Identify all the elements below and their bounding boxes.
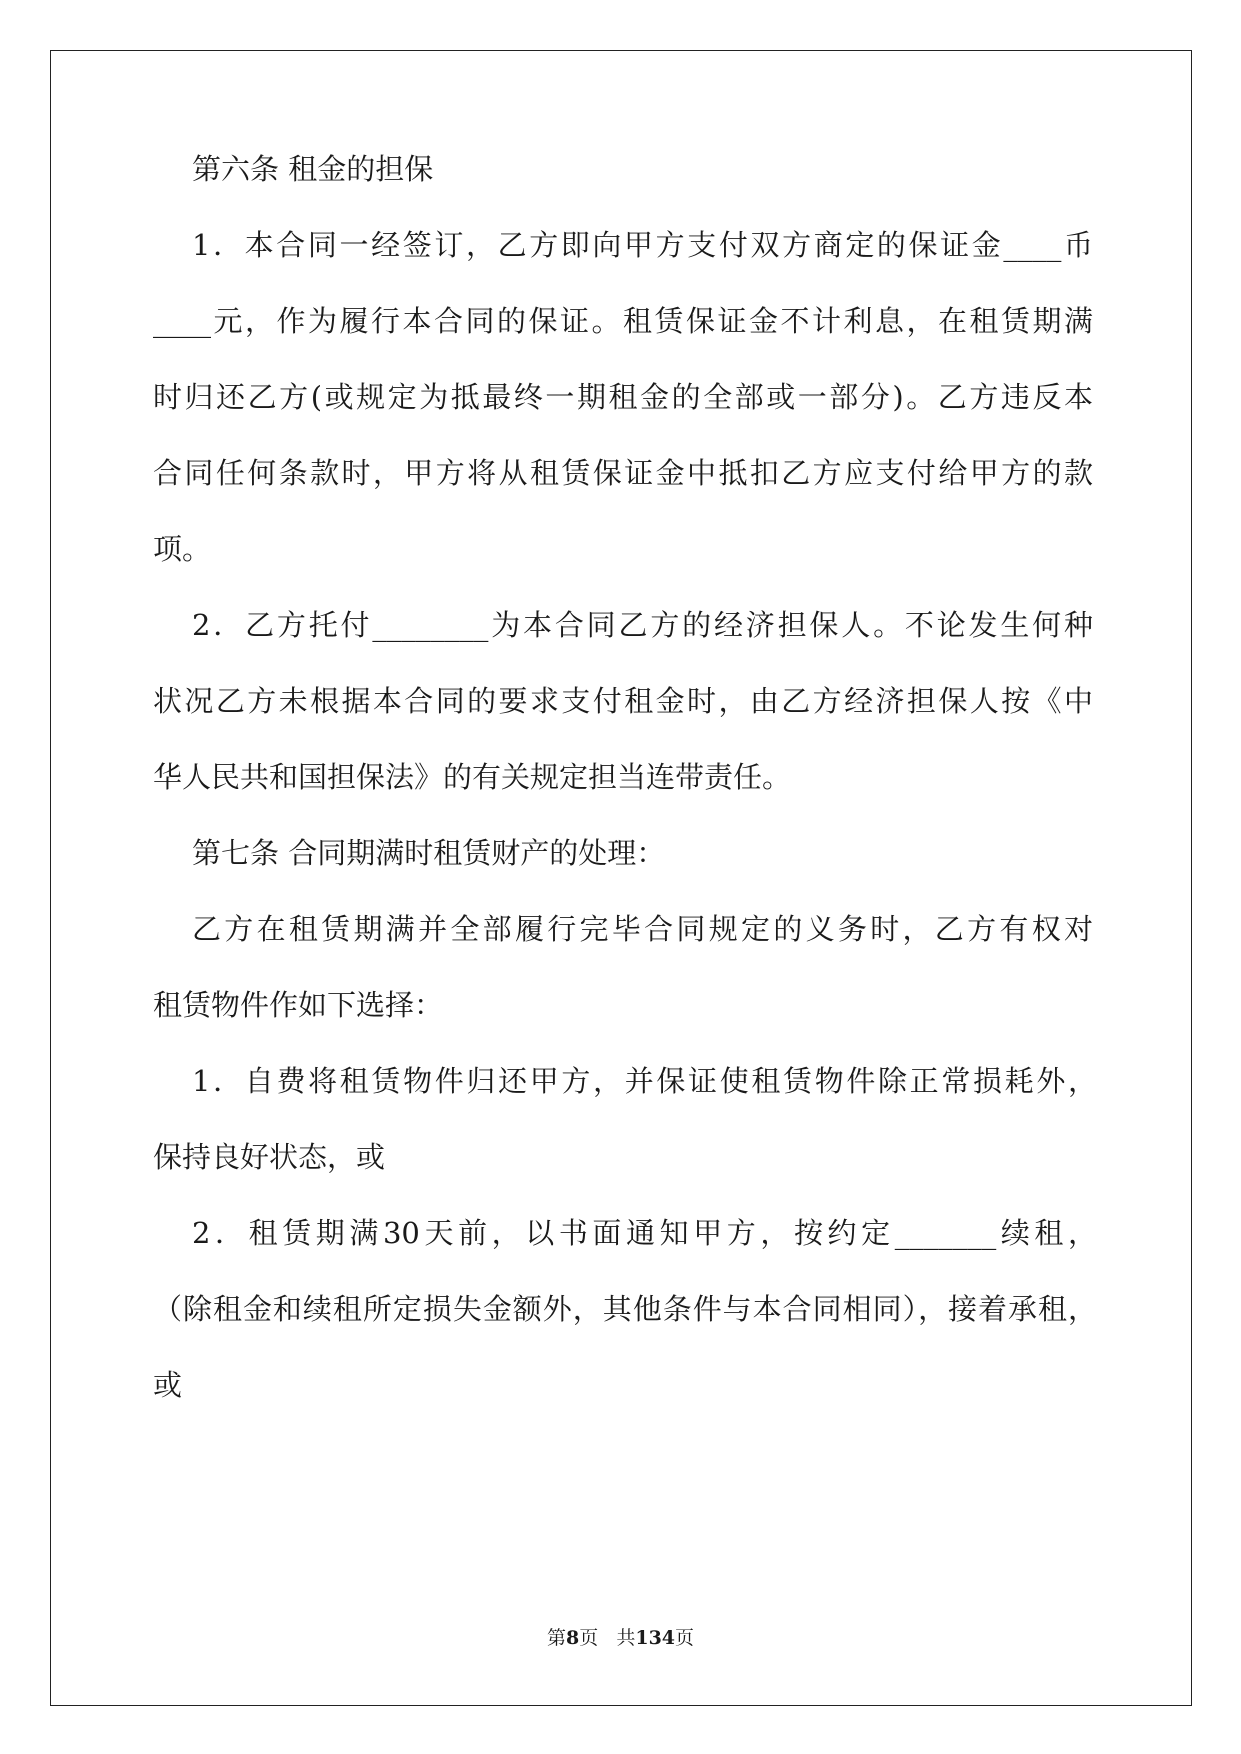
article-7-heading: 第七条 合同期满时租赁财产的处理：	[192, 836, 666, 870]
paragraph-line: 或	[153, 1368, 183, 1402]
total-page-number: 134	[635, 1627, 676, 1649]
page-number-footer	[0, 1623, 1241, 1650]
article-6-heading: 第六条 租金的担保	[192, 152, 434, 186]
footer-suffix: 页	[675, 1627, 695, 1649]
paragraph-line: 华人民共和国担保法》的有关规定担当连带责任。	[153, 760, 792, 794]
paragraph-line: 合同任何条款时，甲方将从租赁保证金中抵扣乙方应支付给甲方的款	[153, 456, 1093, 490]
paragraph-line: （除租金和续租所定损失金额外，其他条件与本合同相同），接着承租，	[153, 1292, 1097, 1326]
paragraph-line: 保持良好状态，或	[153, 1140, 386, 1174]
page-border	[50, 50, 1192, 1706]
paragraph-line: 2．租赁期满30天前，以书面通知甲方，按约定_______续租，	[192, 1216, 1097, 1250]
paragraph-line: 状况乙方未根据本合同的要求支付租金时，由乙方经济担保人按《中	[153, 684, 1093, 718]
paragraph-line: 乙方在租赁期满并全部履行完毕合同规定的义务时，乙方有权对	[192, 912, 1093, 946]
paragraph-line: 租赁物件作如下选择：	[153, 988, 444, 1022]
paragraph-line: 2．乙方托付________为本合同乙方的经济担保人。不论发生何种	[192, 608, 1093, 642]
paragraph-line: 项。	[153, 532, 212, 566]
paragraph-line: 1．本合同一经签订，乙方即向甲方支付双方商定的保证金____币	[192, 228, 1093, 262]
footer-prefix: 第	[546, 1627, 566, 1649]
paragraph-line: ____元，作为履行本合同的保证。租赁保证金不计利息，在租赁期满	[153, 304, 1093, 338]
current-page-number: 8	[565, 1627, 580, 1649]
paragraph-line: 1．自费将租赁物件归还甲方，并保证使租赁物件除正常损耗外，	[192, 1064, 1097, 1098]
paragraph-line: 时归还乙方(或规定为抵最终一期租金的全部或一部分)。乙方违反本	[153, 380, 1093, 414]
footer-mid: 页 共	[579, 1627, 636, 1649]
